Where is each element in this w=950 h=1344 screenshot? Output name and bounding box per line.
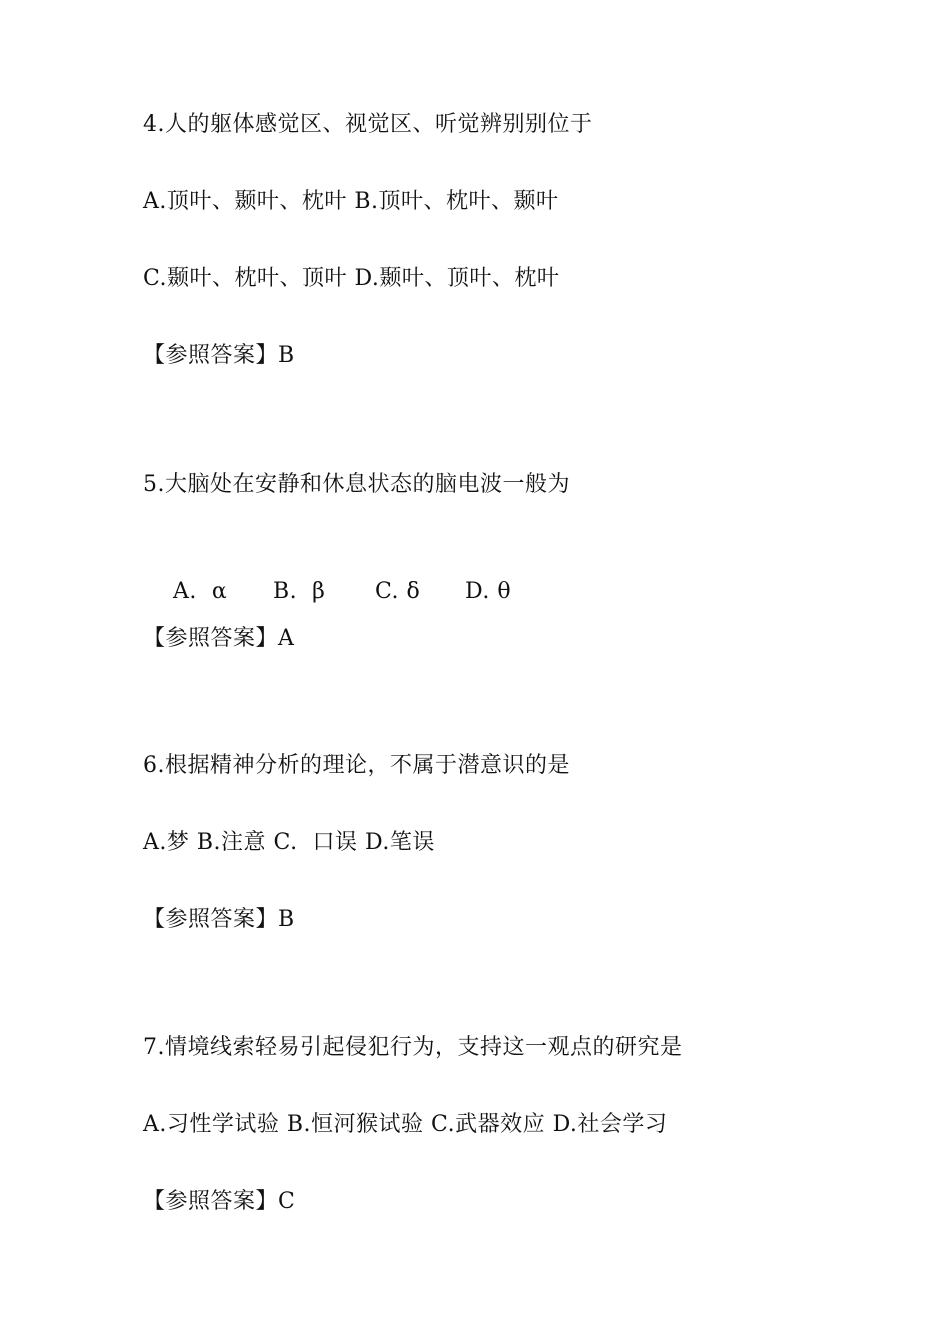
question-7-answer: 【参照答案】C — [143, 1189, 296, 1214]
question-5-option-d: D. θ — [464, 579, 512, 604]
question-4-answer: 【参照答案】B — [143, 343, 295, 368]
question-6-options: A.梦 B.注意 C. 口误 D.笔误 — [143, 830, 435, 855]
question-5-option-b: B. β — [272, 579, 326, 604]
question-4-stem: 4.人的躯体感觉区、视觉区、听觉辨别别位于 — [143, 112, 593, 137]
question-7-options: A.习性学试验 B.恒河猴试验 C.武器效应 D.社会学习 — [143, 1112, 668, 1137]
question-5-answer: 【参照答案】A — [143, 626, 295, 651]
question-4-options-line-2: C.颞叶、枕叶、顶叶 D.颞叶、顶叶、枕叶 — [143, 266, 560, 291]
question-5-stem: 5.大脑处在安静和休息状态的脑电波一般为 — [143, 472, 570, 497]
question-5-option-a: A. α — [172, 579, 228, 604]
question-7-stem: 7.情境线索轻易引起侵犯行为，支持这一观点的研究是 — [143, 1035, 683, 1060]
question-6-stem: 6.根据精神分析的理论，不属于潜意识的是 — [143, 753, 570, 778]
question-5-option-c: C. δ — [374, 579, 421, 604]
question-4-options-line-1: A.顶叶、颞叶、枕叶 B.顶叶、枕叶、颞叶 — [143, 189, 559, 214]
question-6-answer: 【参照答案】B — [143, 907, 295, 932]
